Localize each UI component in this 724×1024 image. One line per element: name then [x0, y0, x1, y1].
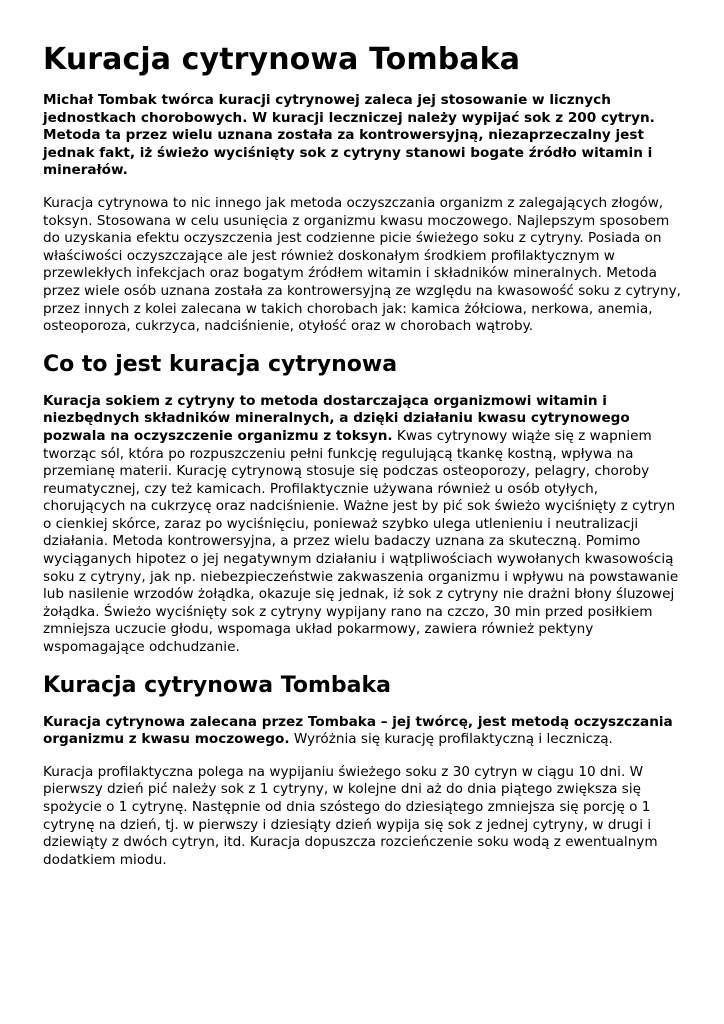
- page-title: Kuracja cytrynowa Tombaka: [43, 42, 521, 77]
- section3-lead-paragraph: [43, 714, 681, 749]
- section3-body-paragraph: Kuracja profilaktyczna polega na wypijaniu świeżego soku z 30 cytryn w ciągu 10 dni. W pierwszy dzień pić należy sok z 1 cytryny, w kolejne dni aż do dnia piątego zwiększa się spożycie o 1 cytrynę. Następnie od dnia szóstego do dziesiątego zmniejsza się porcję o 1 cytrynę na dzień, tj. w pierwszy i dziesiąty dzień wypija się sok z jednej cytryny, w drugi i dziewiąty z dwóch cytryn, itd. Kuracja dopuszcza rozcieńczenie soku wodą z ewentualnym dodatkiem miodu.: [43, 763, 658, 868]
- section2-paragraph: [43, 393, 681, 657]
- intro-body-paragraph: Kuracja cytrynowa to nic innego jak metoda oczyszczania organizm z zalegających złogów, toksyn. Stosowana w celu usunięcia z organizmu kwasu moczowego. Najlepszym sposobem do uzyskania efektu oczyszczenia jest codzienne picie świeżego soku z cytryny. Posiada on właściwości oczyszczające ale jest również doskonałym środkiem profilaktycznym w przewlekłych infekcjach oraz bogatym źródłem witamin i składników mineralnych. Metoda przez wiele osób uznana została za kontrowersyjną ze względu na kwasowość soku z cytryny, przez innych z kolei zalecana w takich chorobach jak: kamica żółciowa, nerkowa, anemia, osteoporoza, cukrzyca, nadciśnienie, otyłość oraz w chorobach wątroby.: [43, 194, 681, 335]
- intro-lead-paragraph: Michał Tombak twórca kuracji cytrynowej zaleca jej stosowanie w licznych jednostkach chorobowych. W kuracji leczniczej należy wypijać sok z 200 cytryn. Metoda ta przez wielu uznana została za kontrowersyjną, niezaprzeczalny jest jednak fakt, iż świeżo wyciśnięty sok z cytryny stanowi bogate źródło witamin i minerałów.: [43, 92, 655, 179]
- section-heading-what-is: Co to jest kuracja cytrynowa: [43, 351, 398, 377]
- section3-lead-bold: Kuracja cytrynowa zalecana przez Tombaka – jej twórcę, jest metodą oczyszczania organizmu z kwasu moczowego.: [43, 713, 673, 748]
- section2-body-text: Kwas cytrynowy wiąże się z wapniem tworząc sól, która po rozpuszczeniu pełni funkcję regulującą tkankę kostną, wpływa na przemianę materii. Kurację cytrynową stosuje się podczas osteoporozy, pelagry, choroby reumatycznej, czy też kamicach. Profilaktycznie używana również u osób otyłych, chorujących na cukrzycę oraz nadciśnienie. Ważne jest by pić sok świeżo wyciśnięty z cytryn o cienkiej skórce, zaraz po wyciśnięciu, ponieważ szybko ulega utlenieniu i neutralizacji działania. Metoda kontrowersyjna, a przez wielu badaczy uznana za skuteczną. Pomimo wyciąganych hipotez o jej negatywnym działaniu i wątpliwościach wywołanych kwasowością soku z cytryny, jak np. niebezpieczeństwie zakwaszenia organizmu i wpływu na powstawanie lub nasilenie wrzodów żołądka, okazuje się jednak, iż sok z cytryny nie drażni błony śluzowej żołądka. Świeżo wyciśnięty sok z cytryny wypijany rano na czczo, 30 min przed posiłkiem zmniejsza uczucie głodu, wspomaga układ pokarmowy, zawiera również pektyny wspomagające odchudzanie.: [43, 427, 679, 656]
- section2-lead-bold: Kuracja sokiem z cytryny to metoda dostarczająca organizmowi witamin i niezbędnych składników mineralnych, a dzięki działaniu kwasu cytrynowego pozwala na oczyszczenie organizmu z toksyn.: [43, 392, 630, 444]
- section-heading-tombak: Kuracja cytrynowa Tombaka: [43, 672, 391, 698]
- section3-lead-rest: Wyróżnia się kurację profilaktyczną i leczniczą.: [289, 731, 613, 748]
